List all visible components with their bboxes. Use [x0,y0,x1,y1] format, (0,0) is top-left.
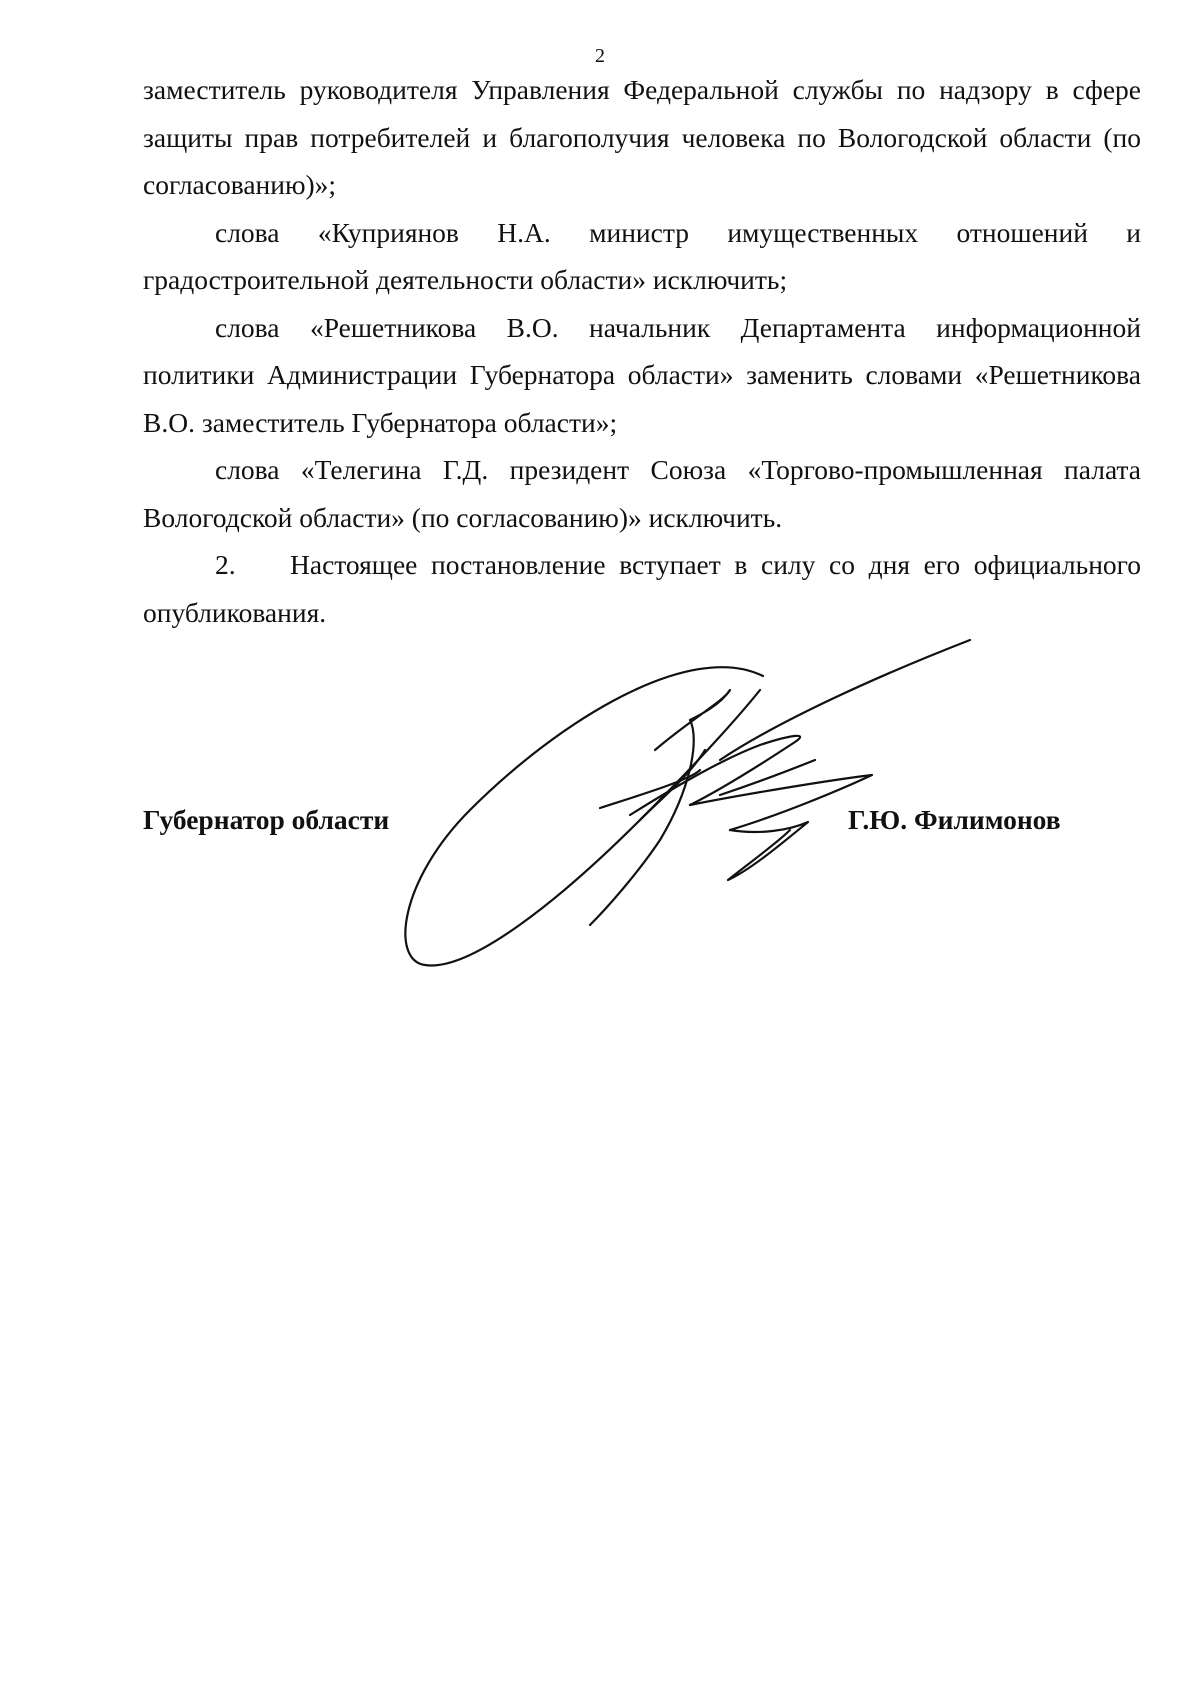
signatory-title: Губернатор области [143,804,390,835]
item-2-text: Настоящее постановление вступает в силу со дня его официального опубликования. [143,549,1141,628]
paragraph-continuation: заместитель руководителя Управления Федеральной службы по надзору в сфере защиты прав потребителей и благополучия человека по Вологодской области (по согласованию)»; [143,74,1141,200]
paragraph-telegina: слова «Телегина Г.Д. президент Союза «Торгово-промышленная палата Вологодской области» (по согласованию)» исключить. [143,454,1141,533]
document-body [143,66,1141,636]
signatory-name: Г.Ю. Филимонов [848,804,1061,835]
page-number: 2 [595,45,605,67]
paragraph-kupriyanov: слова «Куприянов Н.А. министр имущественных отношений и градостроительной деятельности области» исключить; [143,216,1141,295]
item-number: 2. [215,549,236,580]
paragraph-item-2 [143,541,1141,636]
paragraph-reshetnikova: слова «Решетникова В.О. начальник Департамента информационной политики Администрации Губернатора области» заменить словами «Решетникова В.О. заместитель Губернатора области»; [143,311,1141,438]
